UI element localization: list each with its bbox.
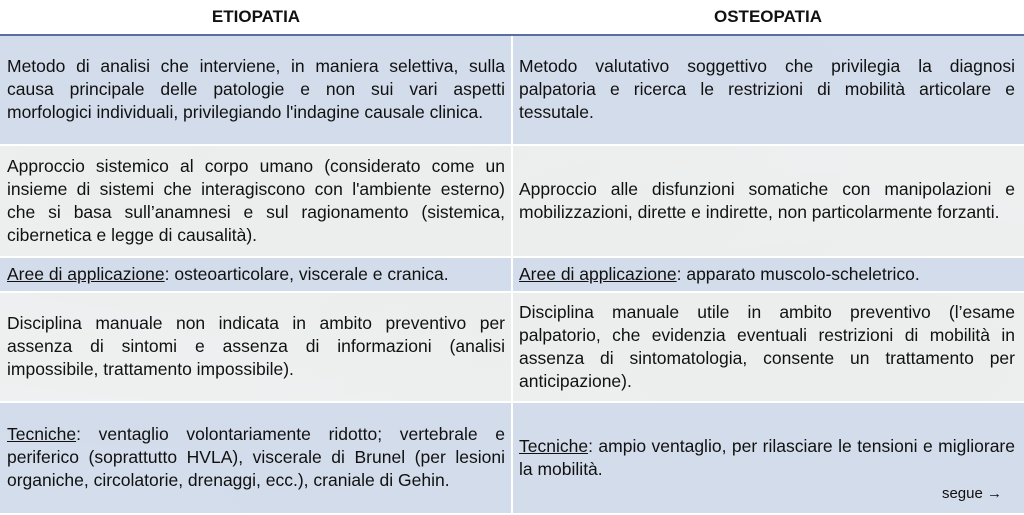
cell-text: : ampio ventaglio, per rilasciare le tensioni e migliorare la mobilità. (519, 435, 1015, 479)
cell-text: : apparato muscolo-scheletrico. (676, 263, 920, 284)
cell-heading: Aree di applicazione (519, 263, 677, 284)
cell-osteopatia (512, 292, 1024, 402)
cell-etiopatia (0, 257, 512, 292)
header-osteopatia: OSTEOPATIA (512, 0, 1024, 35)
header-row (0, 0, 1024, 35)
table-row (0, 257, 1024, 292)
cell-text: Disciplina manuale non indicata in ambito preventivo per assenza di sintomi e assenza di informazioni (analisi impossibile, trattamento impossibile). (7, 313, 505, 379)
cell-text: : osteoarticolare, viscerale e cranica. (164, 263, 449, 284)
cell-text: : ventaglio volontariamente ridotto; vertebrale e periferico (soprattutto HVLA), viscerale di Brunel (per lesioni organiche, circolatorie, drenaggi, ecc.), craniale di Gehin. (7, 424, 505, 490)
cell-text: Metodo valutativo soggettivo che privilegia la diagnosi palpatoria e ricerca le restrizioni di mobilità articolare e tessutale. (519, 56, 1015, 122)
cell-etiopatia (0, 35, 512, 145)
cell-text: Approccio alle disfunzioni somatiche con manipolazioni e mobilizzazioni, dirette e indirette, non particolarmente forzanti. (519, 178, 1015, 222)
cell-heading: Aree di applicazione (7, 263, 165, 284)
table-row (0, 292, 1024, 402)
table-row (0, 35, 1024, 145)
cell-etiopatia (0, 402, 512, 514)
cell-heading: Tecniche (519, 435, 589, 456)
cell-osteopatia (512, 145, 1024, 257)
cell-text: Disciplina manuale utile in ambito preventivo (l’esame palpatorio, che evidenzia eventuali restrizioni di mobilità in assenza di sintomatologia, consente un trattamento per anticipazione). (519, 301, 1015, 391)
next-slide-link[interactable]: segue → (941, 485, 1002, 502)
cell-text: Metodo di analisi che interviene, in maniera selettiva, sulla causa principale delle patologie e non sui vari aspetti morfologici individuali, privilegiando l'indagine causale clinica. (7, 56, 505, 122)
table-row (0, 145, 1024, 257)
cell-etiopatia (0, 145, 512, 257)
cell-heading: Tecniche (7, 424, 77, 444)
cell-osteopatia (512, 257, 1024, 292)
header-etiopatia: ETIOPATIA (0, 0, 512, 35)
cell-etiopatia (0, 292, 512, 402)
cell-text: Approccio sistemico al corpo umano (considerato come un insieme di sistemi che interagiscono con l'ambiente esterno) che si basa sull’anamnesi e sul ragionamento (sistemica, cibernetica e legge di causalità). (7, 155, 505, 245)
cell-osteopatia (512, 35, 1024, 145)
table-row (0, 402, 1024, 514)
